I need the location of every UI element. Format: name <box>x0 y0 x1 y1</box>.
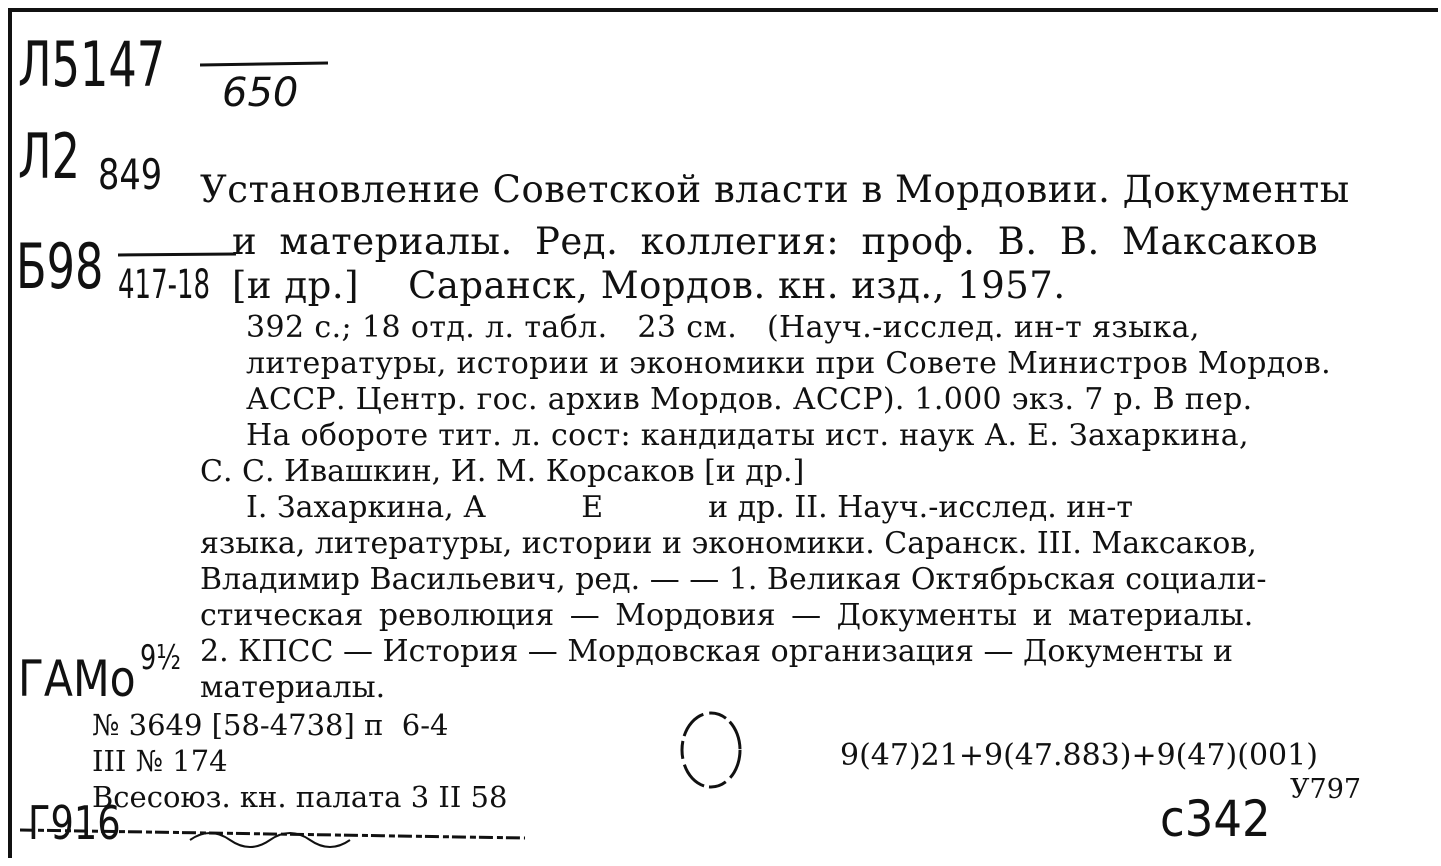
tracing-line-5: 2. КПСС — История — Мордовская организация — Документы и <box>200 634 1233 669</box>
card-border-left <box>8 8 12 858</box>
author-index: У797 <box>1290 774 1362 805</box>
tracing-line-3: Владимир Васильевич, ред. — — 1. Великая Октябрьская социали- <box>200 562 1267 597</box>
collation-line-2: литературы, истории и экономики при Совете Министров Мордов. <box>246 346 1331 381</box>
title-line-1: Установление Советской власти в Мордовии. Документы <box>200 168 1350 211</box>
tracing-line-1: I. Захаркина, А Е и др. II. Науч.-исслед. ин-т <box>246 490 1134 525</box>
title-line-3: [и др.] Саранск, Мордов. кн. изд., 1957. <box>232 264 1066 307</box>
title-line-2: и материалы. Ред. коллегия: проф. В. В. Максаков <box>232 220 1319 263</box>
book-chamber: Всесоюз. кн. палата 3 II 58 <box>92 780 508 814</box>
collation-line-1: 392 с.; 18 отд. л. табл. 23 см. (Науч.-исслед. ин-т языка, <box>246 310 1200 345</box>
shelf-mark-3-underline <box>118 250 238 260</box>
punch-hole <box>676 708 746 792</box>
shelf-mark-2-sub: 849 <box>98 150 163 199</box>
classification-index: 9(47)21+9(47.883)+9(47)(001) <box>840 738 1318 773</box>
shelf-mark-1: Л5147 <box>18 28 166 101</box>
corner-handwritten-code: с342 <box>1160 790 1271 848</box>
tracing-line-2: языка, литературы, истории и экономики. Саранск. III. Максаков, <box>200 526 1257 561</box>
shelf-mark-2: Л2 <box>18 120 80 193</box>
archive-mark: ГАМо <box>18 650 136 708</box>
authors-line: С. С. Ивашкин, И. М. Корсаков [и др.] <box>200 454 805 489</box>
bottom-scribble <box>20 812 540 852</box>
shelf-mark-1-sub: 650 <box>222 70 299 116</box>
shelf-mark-3-sub: 417-18 <box>118 262 211 308</box>
collation-line-3: АССР. Центр. гос. архив Мордов. АССР). 1.000 экз. 7 р. В пер. <box>246 382 1253 417</box>
shelf-mark-1-underline <box>200 60 330 70</box>
archive-mark-sub: 9½ <box>140 638 181 678</box>
collation-line-4: На обороте тит. л. сост: кандидаты ист. наук А. Е. Захаркина, <box>246 418 1249 453</box>
tracing-line-6: материалы. <box>200 670 386 705</box>
shelf-mark-3: Б98 <box>16 230 104 303</box>
card-border-top <box>8 8 1438 12</box>
order-number: № 3649 [58-4738] п 6-4 <box>92 708 449 742</box>
bottom-handwritten-code: Г916 <box>28 796 121 850</box>
series-number: III № 174 <box>92 744 228 778</box>
tracing-line-4: стическая революция — Мордовия — Документы и материалы. <box>200 598 1254 633</box>
